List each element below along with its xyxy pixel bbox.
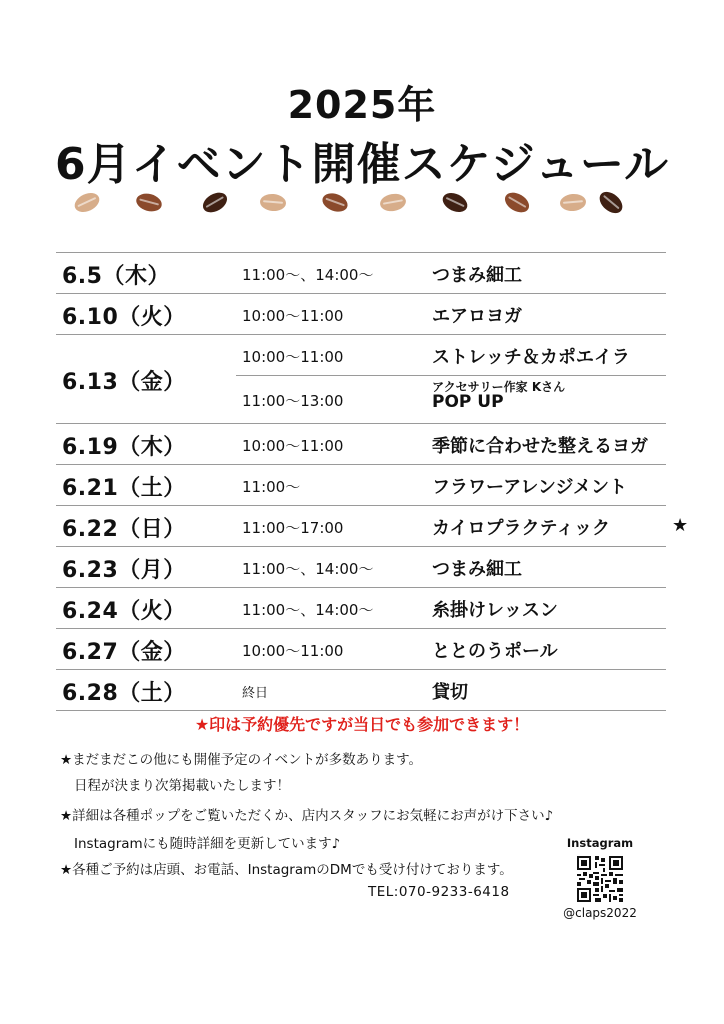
table-row (56, 505, 689, 546)
coffee-bean-icon (596, 188, 627, 218)
event-date: 6.28（土） (62, 681, 186, 706)
event-name: フラワーアレンジメント (432, 477, 627, 498)
event-date: 6.13（金） (62, 370, 186, 395)
event-time: 11:00～13:00 (242, 392, 344, 410)
coffee-bean-divider (60, 186, 680, 226)
note-line: ★各種ご予約は店頭、お電話、InstagramのDMでも受け付けております。 (60, 862, 513, 878)
event-time: 11:00～、14:00～ (242, 266, 374, 284)
event-name: 貸切 (432, 682, 468, 703)
event-time: 10:00～11:00 (242, 437, 344, 455)
event-name-popup (432, 381, 565, 411)
event-time: 11:00～、14:00～ (242, 560, 374, 578)
coffee-bean-icon (559, 193, 586, 212)
note-line: 日程が決まり次第掲載いたします！ (74, 778, 290, 794)
phone-number: TEL:070-9233-6418 (368, 884, 510, 900)
event-time: 10:00～11:00 (242, 307, 344, 325)
event-time: 11:00～17:00 (242, 519, 344, 537)
event-name: 季節に合わせた整えるヨガ (432, 436, 648, 457)
coffee-bean-icon (134, 191, 164, 214)
instagram-handle: @claps2022 (563, 906, 637, 920)
priority-note: ★印は予約優先ですが当日でも参加できます！ (194, 715, 530, 734)
coffee-bean-icon (440, 189, 471, 215)
event-name: つまみ細工 (432, 265, 522, 286)
qr-code-icon[interactable] (577, 856, 623, 902)
event-time: 11:00～、14:00～ (242, 601, 374, 619)
sub-row (56, 335, 666, 375)
event-time: 10:00～11:00 (242, 642, 344, 660)
event-date: 6.5（木） (62, 264, 170, 289)
event-time: 終日 (242, 686, 269, 701)
event-time: 11:00～ (242, 478, 301, 496)
event-name-line2: POP UP (432, 391, 504, 412)
schedule-table (56, 252, 689, 711)
event-name-line1: アクセサリー作家 Kさん (432, 380, 566, 394)
coffee-bean-icon (501, 189, 532, 217)
event-date: 6.24（火） (62, 599, 186, 624)
table-row (56, 628, 666, 669)
event-name: つまみ細工 (432, 559, 522, 580)
table-row (56, 334, 666, 423)
instagram-label: Instagram (566, 836, 634, 850)
event-time: 10:00～11:00 (242, 348, 344, 366)
table-row (56, 252, 666, 293)
coffee-bean-icon (72, 189, 103, 215)
event-date: 6.22（日） (62, 517, 186, 542)
note-line: Instagramにも随時詳細を更新しています♪ (74, 836, 341, 852)
priority-star-icon: ★ (672, 515, 689, 536)
event-date: 6.23（月） (62, 558, 186, 583)
coffee-bean-icon (320, 190, 350, 215)
coffee-bean-icon (259, 193, 286, 212)
coffee-bean-icon (199, 189, 230, 217)
event-date: 6.21（土） (62, 476, 186, 501)
coffee-bean-icon (379, 192, 408, 213)
table-row (56, 587, 666, 628)
event-date: 6.27（金） (62, 640, 186, 665)
table-row (56, 546, 666, 587)
page-title-year: 2025年 (287, 83, 437, 127)
event-date: 6.10（火） (62, 305, 186, 330)
table-row (56, 464, 666, 505)
table-row (56, 669, 666, 711)
event-name: ととのうポール (432, 641, 558, 662)
table-row (56, 423, 666, 464)
event-name: ストレッチ＆カポエイラ (432, 347, 630, 368)
event-name: 糸掛けレッスン (432, 600, 558, 621)
sub-row (236, 375, 666, 423)
note-line: ★詳細は各種ポップをご覧いただくか、店内スタッフにお気軽にお声がけ下さい♪ (60, 808, 554, 824)
table-row (56, 293, 666, 334)
event-date: 6.19（木） (62, 435, 186, 460)
event-name: エアロヨガ (432, 306, 522, 327)
instagram-block (560, 836, 640, 920)
note-line: ★まだまだこの他にも開催予定のイベントが多数あります。 (60, 752, 423, 768)
event-name: カイロプラクティック (432, 518, 611, 539)
page-title: 6月イベント開催スケジュール (55, 139, 669, 190)
